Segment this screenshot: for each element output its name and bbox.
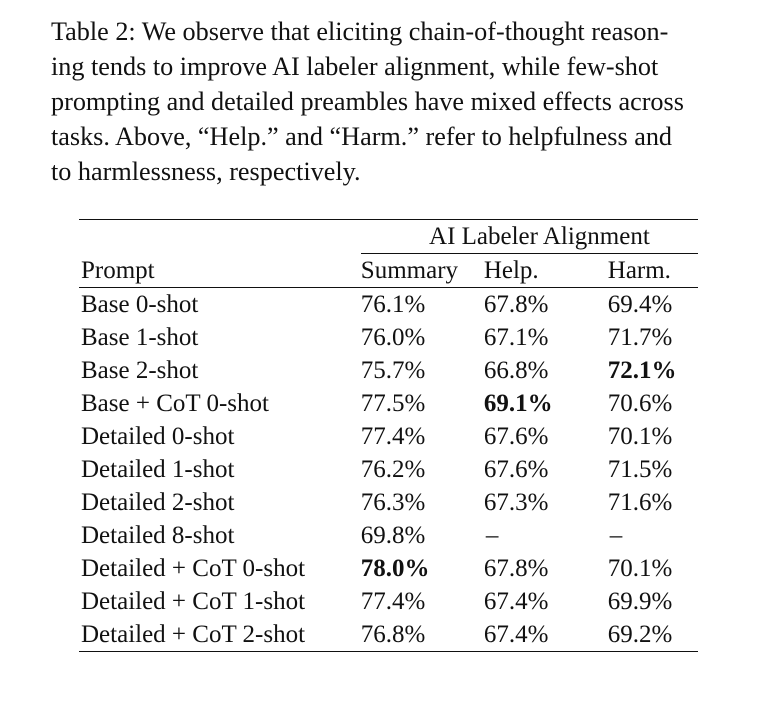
column-header-row bbox=[79, 254, 698, 288]
cell-prompt: Base 2-shot bbox=[81, 357, 199, 384]
cell-prompt: Detailed + CoT 2-shot bbox=[81, 621, 306, 648]
cell-help: 69.1% bbox=[483, 390, 553, 417]
table-row bbox=[79, 618, 698, 652]
cell-summary: 75.7% bbox=[360, 357, 426, 384]
cell-harm: – bbox=[609, 522, 623, 549]
cell-prompt: Detailed 2-shot bbox=[81, 489, 235, 516]
cell-help: 67.4% bbox=[483, 588, 549, 615]
column-header-prompt: Prompt bbox=[81, 256, 155, 284]
cell-summary: 78.0% bbox=[360, 555, 430, 582]
table-row bbox=[79, 420, 698, 453]
column-header-summary: Summary bbox=[360, 257, 459, 284]
cell-summary: 69.8% bbox=[360, 522, 426, 549]
cell-harm: 71.7% bbox=[607, 324, 673, 351]
cell-help: 67.3% bbox=[483, 489, 549, 516]
cell-prompt: Base + CoT 0-shot bbox=[81, 390, 269, 417]
caption-line: Table 2: We observe that eliciting chain-of-thought reason- bbox=[51, 17, 669, 46]
cell-summary: 76.8% bbox=[360, 621, 426, 648]
group-header: AI Labeler Alignment bbox=[361, 220, 698, 254]
cell-prompt: Base 1-shot bbox=[81, 324, 199, 351]
table-row bbox=[79, 288, 698, 322]
cell-harm: 70.1% bbox=[607, 423, 673, 450]
table-row bbox=[79, 354, 698, 387]
cell-harm: 69.2% bbox=[607, 621, 673, 648]
caption-line: prompting and detailed preambles have mixed effects across bbox=[51, 87, 684, 116]
caption-line: tasks. Above, “Help.” and “Harm.” refer to helpfulness and bbox=[51, 122, 673, 151]
table-row bbox=[79, 552, 698, 585]
cell-help: 67.8% bbox=[483, 555, 549, 582]
cell-prompt: Detailed + CoT 0-shot bbox=[81, 555, 306, 582]
table-row bbox=[79, 453, 698, 486]
caption-line: ing tends to improve AI labeler alignment, while few-shot bbox=[51, 52, 659, 81]
cell-summary: 76.2% bbox=[360, 456, 426, 483]
cell-summary: 77.4% bbox=[360, 423, 426, 450]
cell-help: 67.4% bbox=[483, 621, 549, 648]
group-header-row bbox=[79, 220, 698, 254]
cell-harm: 70.1% bbox=[607, 555, 673, 582]
alignment-table bbox=[79, 219, 698, 652]
table-row bbox=[79, 387, 698, 420]
table-caption bbox=[51, 14, 741, 189]
cell-summary: 76.1% bbox=[360, 291, 426, 318]
cell-summary: 76.0% bbox=[360, 324, 426, 351]
cell-harm: 70.6% bbox=[607, 390, 673, 417]
table-body bbox=[79, 288, 698, 652]
column-header-harm: Harm. bbox=[607, 257, 671, 284]
cell-help: 67.1% bbox=[483, 324, 549, 351]
cell-harm: 71.6% bbox=[607, 489, 673, 516]
cell-help: 67.8% bbox=[483, 291, 549, 318]
table-row bbox=[79, 519, 698, 552]
cell-summary: 77.5% bbox=[360, 390, 426, 417]
cell-help: 67.6% bbox=[483, 423, 549, 450]
cell-harm: 71.5% bbox=[607, 456, 673, 483]
column-header-help: Help. bbox=[483, 257, 539, 284]
table-row bbox=[79, 486, 698, 519]
cell-harm: 72.1% bbox=[607, 357, 677, 384]
cell-prompt: Detailed + CoT 1-shot bbox=[81, 588, 306, 615]
table-row bbox=[79, 321, 698, 354]
cell-prompt: Detailed 8-shot bbox=[81, 522, 235, 549]
cell-harm: 69.4% bbox=[607, 291, 673, 318]
cell-prompt: Detailed 1-shot bbox=[81, 456, 235, 483]
cell-help: 67.6% bbox=[483, 456, 549, 483]
cell-help: 66.8% bbox=[483, 357, 549, 384]
cell-prompt: Detailed 0-shot bbox=[81, 423, 235, 450]
cell-harm: 69.9% bbox=[607, 588, 673, 615]
results-table bbox=[79, 219, 698, 652]
cell-prompt: Base 0-shot bbox=[81, 291, 199, 318]
cell-summary: 77.4% bbox=[360, 588, 426, 615]
cell-summary: 76.3% bbox=[360, 489, 426, 516]
caption-line: to harmlessness, respectively. bbox=[51, 157, 361, 186]
table-row bbox=[79, 585, 698, 618]
cell-help: – bbox=[485, 522, 499, 549]
